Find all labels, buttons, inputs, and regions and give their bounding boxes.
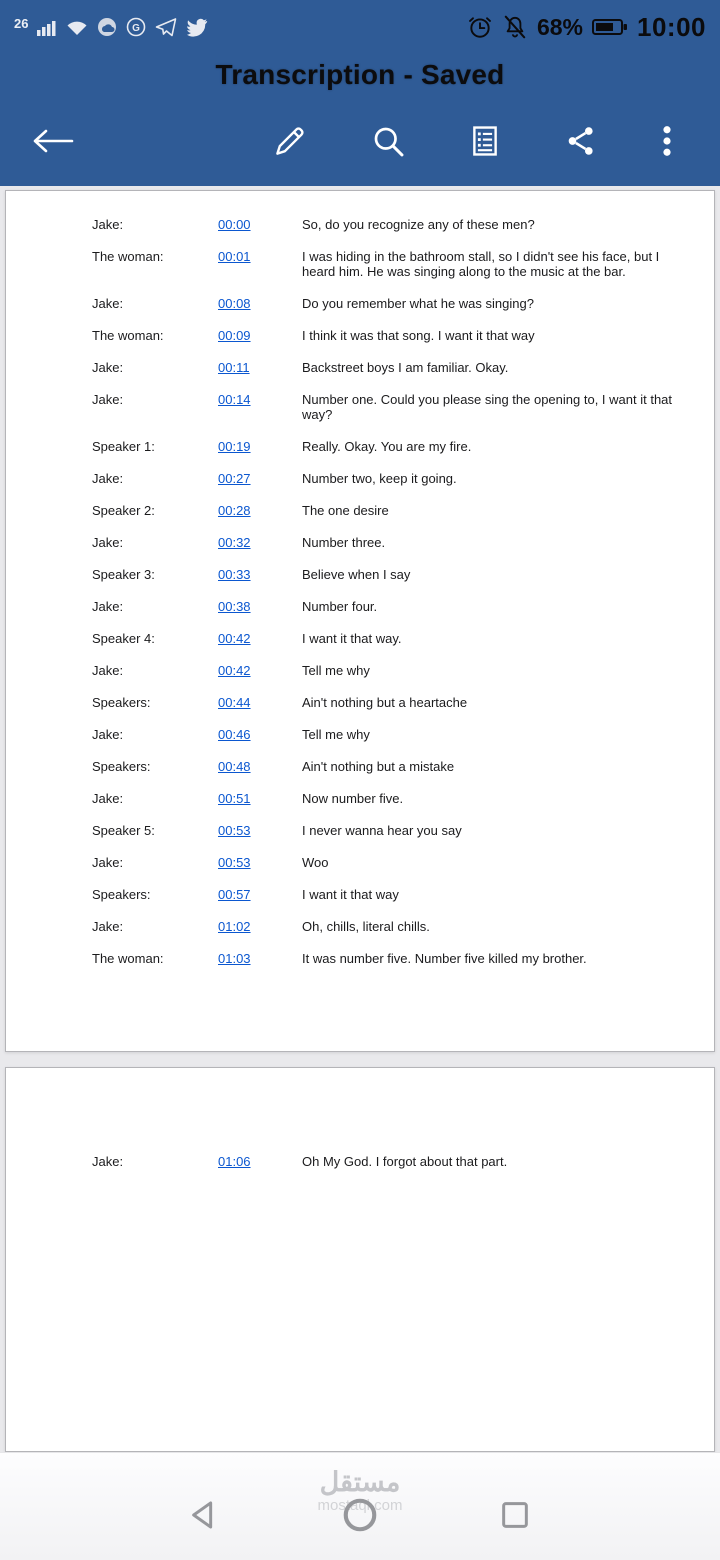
transcript-row xyxy=(92,599,674,614)
speaker-label: Speakers: xyxy=(92,887,151,902)
transcript-text: Ain't nothing but a mistake xyxy=(302,759,455,774)
transcript-text: It was number five. Number five killed my brother. xyxy=(302,951,587,966)
nav-back-button[interactable] xyxy=(188,1498,222,1532)
battery-icon xyxy=(592,17,628,37)
transcript-row xyxy=(92,727,674,742)
speaker-label: The woman: xyxy=(92,328,164,343)
transcript-row xyxy=(92,439,674,454)
transcript-text: Really. Okay. You are my fire. xyxy=(302,439,472,454)
search-icon xyxy=(370,123,406,159)
speaker-label: Jake: xyxy=(92,791,124,806)
status-bar-right xyxy=(467,12,706,43)
transcript-text: Believe when I say xyxy=(302,567,411,582)
toolbar xyxy=(0,96,720,186)
timestamp-link[interactable]: 00:27 xyxy=(218,471,251,486)
transcript-text: Now number five. xyxy=(302,791,404,806)
transcript-text: Do you remember what he was singing? xyxy=(302,296,534,311)
timestamp-link[interactable]: 00:28 xyxy=(218,503,251,518)
timestamp-link[interactable]: 00:19 xyxy=(218,439,251,454)
nav-recents-icon xyxy=(498,1498,532,1532)
speaker-label: Jake: xyxy=(92,855,124,870)
timestamp-link[interactable]: 00:11 xyxy=(218,360,250,375)
toolbar-actions xyxy=(266,117,680,165)
transcript-text: Backstreet boys I am familiar. Okay. xyxy=(302,360,509,375)
timestamp-link[interactable]: 00:14 xyxy=(218,392,251,407)
transcript-row xyxy=(92,887,674,902)
transcript-row xyxy=(92,360,674,375)
transcript-text: Number three. xyxy=(302,535,386,550)
back-button[interactable] xyxy=(24,122,80,160)
transcript-text: The one desire xyxy=(302,503,389,518)
transcript-text: Number four. xyxy=(302,599,378,614)
speaker-label: Jake: xyxy=(92,217,124,232)
transcript-row xyxy=(92,328,674,343)
speaker-label: The woman: xyxy=(92,249,164,264)
transcript-row xyxy=(92,951,674,966)
transcript-row xyxy=(92,855,674,870)
transcript-text: Ain't nothing but a heartache xyxy=(302,695,468,710)
speaker-label: Jake: xyxy=(92,392,124,407)
overflow-menu-icon xyxy=(660,123,674,159)
speaker-label: Jake: xyxy=(92,599,124,614)
status-bar xyxy=(0,0,720,54)
timestamp-link[interactable]: 00:42 xyxy=(218,663,251,678)
transcript-list-page-1 xyxy=(6,191,714,966)
transcript-row xyxy=(92,567,674,582)
transcript-text: So, do you recognize any of these men? xyxy=(302,217,535,232)
notifications-off-icon xyxy=(502,14,528,40)
timestamp-link[interactable]: 01:03 xyxy=(218,951,251,966)
timestamp-link[interactable]: 00:53 xyxy=(218,855,251,870)
speaker-label: Speaker 3: xyxy=(92,567,155,582)
timestamp-link[interactable]: 00:00 xyxy=(218,217,251,232)
speaker-label: Jake: xyxy=(92,919,124,934)
timestamp-link[interactable]: 00:48 xyxy=(218,759,251,774)
nav-home-icon xyxy=(341,1496,379,1534)
twitter-icon xyxy=(186,18,208,37)
timestamp-link[interactable]: 00:33 xyxy=(218,567,251,582)
document-content xyxy=(0,186,720,1452)
speaker-label: Jake: xyxy=(92,535,124,550)
wifi-icon xyxy=(66,19,88,36)
speaker-label: Jake: xyxy=(92,296,124,311)
transcript-row xyxy=(92,296,674,311)
timestamp-link[interactable]: 01:06 xyxy=(218,1154,251,1169)
timestamp-link[interactable]: 00:57 xyxy=(218,887,251,902)
network-type-label: 26 xyxy=(14,15,29,31)
timestamp-link[interactable]: 00:38 xyxy=(218,599,251,614)
app-header xyxy=(0,0,720,186)
transcript-row xyxy=(92,217,674,232)
speaker-label: Speaker 1: xyxy=(92,439,155,454)
document-icon xyxy=(468,123,502,159)
timestamp-link[interactable]: 00:01 xyxy=(218,249,251,264)
transcript-list-page-2 xyxy=(6,1068,714,1169)
transcript-text: Oh My God. I forgot about that part. xyxy=(302,1154,508,1169)
speaker-label: Jake: xyxy=(92,727,124,742)
edit-button[interactable] xyxy=(266,117,314,165)
search-button[interactable] xyxy=(364,117,412,165)
speaker-label: Jake: xyxy=(92,471,124,486)
document-button[interactable] xyxy=(462,117,508,165)
transcript-text: I never wanna hear you say xyxy=(302,823,462,838)
timestamp-link[interactable]: 01:02 xyxy=(218,919,251,934)
title-bar xyxy=(0,54,720,96)
back-arrow-icon xyxy=(30,128,74,154)
transcript-text: Number two, keep it going. xyxy=(302,471,457,486)
speaker-label: The woman: xyxy=(92,951,164,966)
share-button[interactable] xyxy=(558,117,604,165)
transcript-row xyxy=(92,631,674,646)
transcript-text: Number one. Could you please sing the opening to, I want it that way? xyxy=(302,392,673,422)
timestamp-link[interactable]: 00:09 xyxy=(218,328,251,343)
speaker-label: Jake: xyxy=(92,663,124,678)
speaker-label: Speaker 5: xyxy=(92,823,155,838)
speaker-label: Speaker 2: xyxy=(92,503,155,518)
timestamp-link[interactable]: 00:51 xyxy=(218,791,251,806)
speaker-label: Jake: xyxy=(92,360,124,375)
transcript-row xyxy=(92,471,674,486)
timestamp-link[interactable]: 00:44 xyxy=(218,695,251,710)
transcript-text: I want it that way xyxy=(302,887,399,902)
nav-home-button[interactable] xyxy=(341,1496,379,1534)
overflow-menu-button[interactable] xyxy=(654,117,680,165)
clock-label: 10:00 xyxy=(637,11,706,42)
document-page-2 xyxy=(5,1067,715,1452)
transcript-text: I was hiding in the bathroom stall, so I didn't see his face, but I heard him. He was singing along to the music at the bar. xyxy=(302,249,660,279)
speaker-label: Speakers: xyxy=(92,695,151,710)
svg-text:G: G xyxy=(132,23,141,34)
transcript-row xyxy=(92,535,674,550)
timestamp-link[interactable]: 00:08 xyxy=(218,296,251,311)
speaker-label: Speakers: xyxy=(92,759,151,774)
pencil-icon xyxy=(272,123,308,159)
status-bar-left xyxy=(14,17,208,37)
signal-icon xyxy=(37,19,57,36)
google-icon xyxy=(126,17,146,37)
nav-recents-button[interactable] xyxy=(498,1498,532,1532)
app-notification-icon xyxy=(97,17,117,37)
transcript-text: Woo xyxy=(302,855,329,870)
transcript-row xyxy=(92,823,674,838)
timestamp-link[interactable]: 00:53 xyxy=(218,823,251,838)
nav-back-icon xyxy=(188,1498,222,1532)
transcript-row xyxy=(92,1154,674,1169)
battery-percent-label: 68% xyxy=(536,13,583,40)
page-title: Transcription - Saved xyxy=(215,59,505,90)
timestamp-link[interactable]: 00:32 xyxy=(218,535,251,550)
document-page-1 xyxy=(5,190,715,1052)
share-icon xyxy=(564,123,598,159)
timestamp-link[interactable]: 00:42 xyxy=(218,631,251,646)
transcript-row xyxy=(92,695,674,710)
transcript-row xyxy=(92,791,674,806)
transcript-row xyxy=(92,392,674,422)
speaker-label: Speaker 4: xyxy=(92,631,155,646)
transcript-text: Tell me why xyxy=(302,727,370,742)
transcript-row xyxy=(92,663,674,678)
telegram-icon xyxy=(155,17,177,37)
navigation-bar xyxy=(0,1452,720,1560)
transcript-text: I think it was that song. I want it that way xyxy=(302,328,535,343)
alarm-icon xyxy=(467,14,493,40)
transcript-row xyxy=(92,919,674,934)
transcript-row xyxy=(92,249,674,279)
transcript-text: Oh, chills, literal chills. xyxy=(302,919,430,934)
transcript-row xyxy=(92,503,674,518)
speaker-label: Jake: xyxy=(92,1154,124,1169)
watermark-url-text: mostaql.com xyxy=(317,1497,403,1514)
transcript-text: I want it that way. xyxy=(302,631,402,646)
watermark-arabic-text: مستقل xyxy=(319,1467,401,1497)
transcript-row xyxy=(92,759,674,774)
timestamp-link[interactable]: 00:46 xyxy=(218,727,251,742)
transcript-text: Tell me why xyxy=(302,663,370,678)
